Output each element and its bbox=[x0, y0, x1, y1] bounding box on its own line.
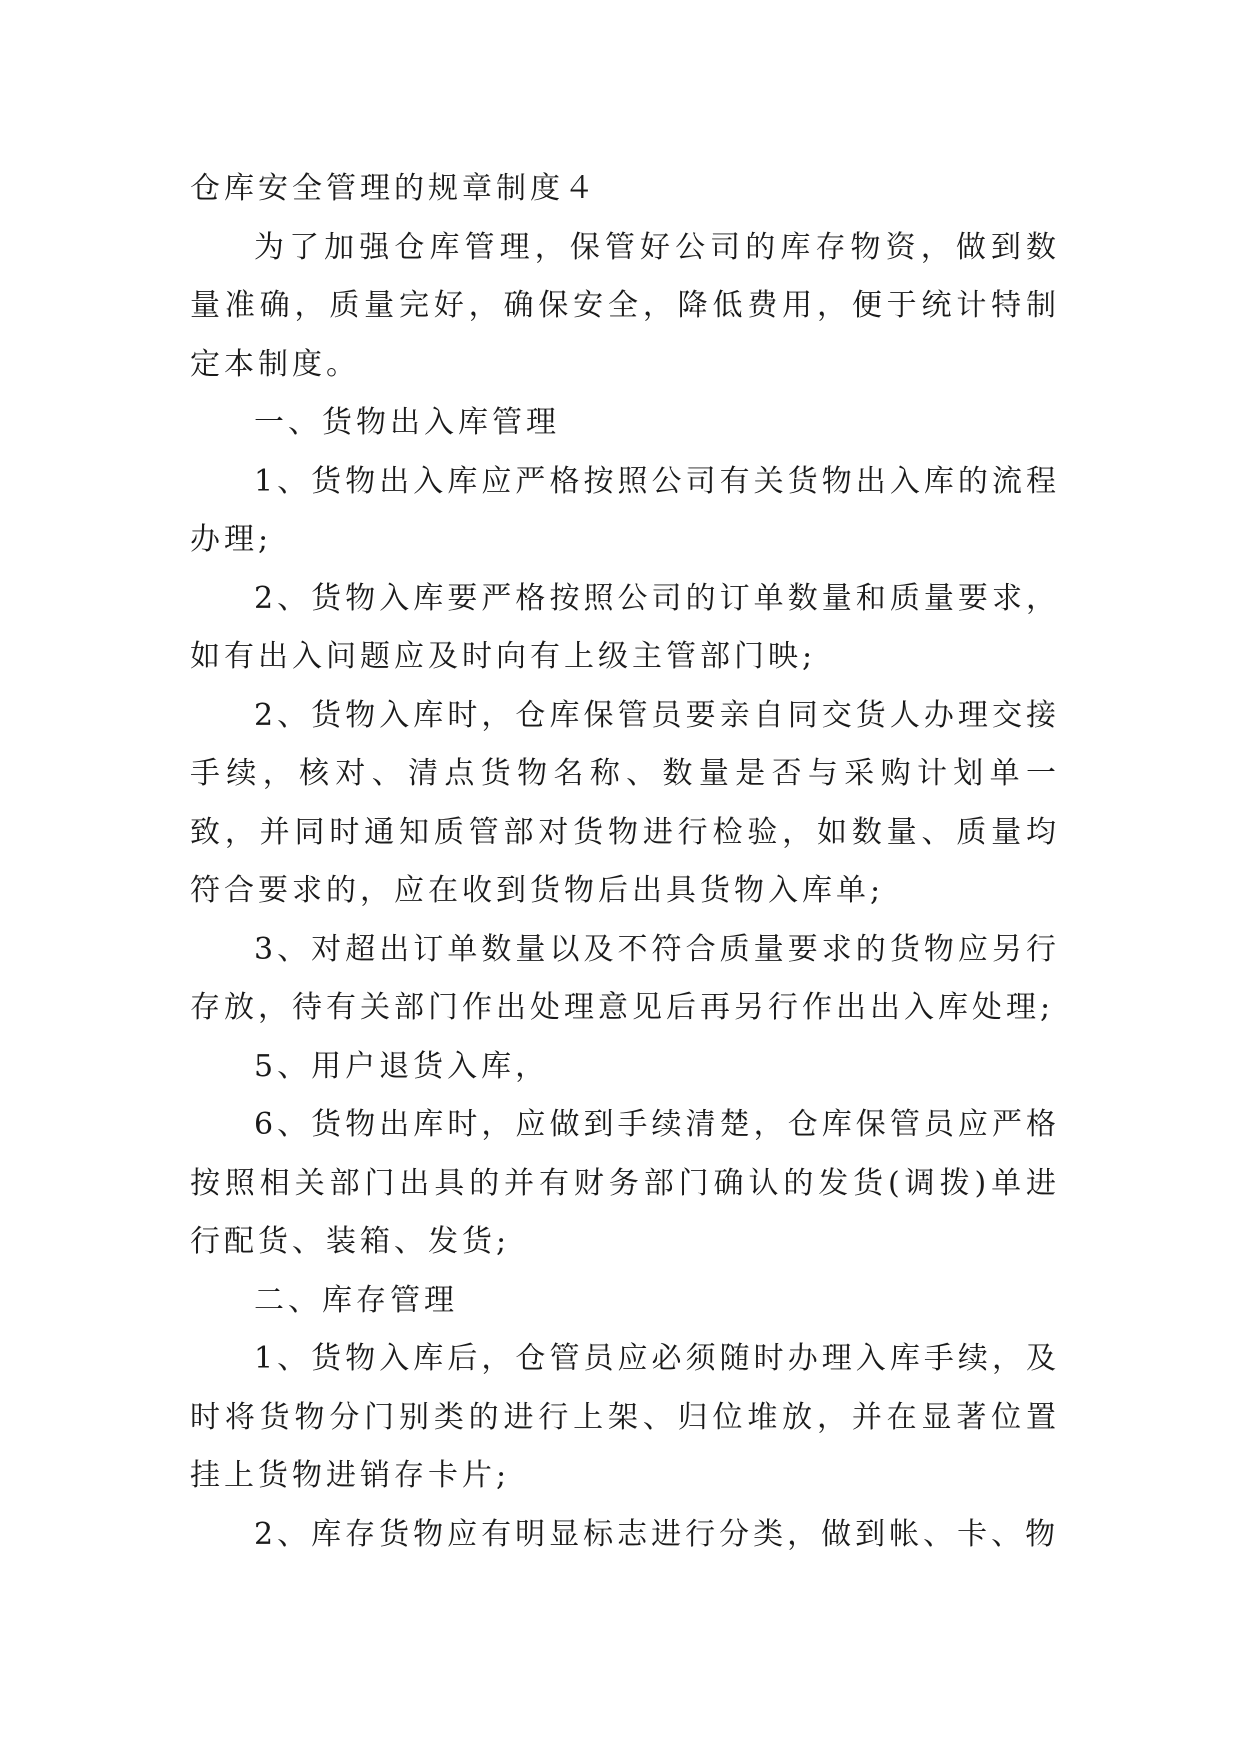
rule-paragraph: 1、货物出入库应严格按照公司有关货物出入库的流程办理; bbox=[190, 463, 1060, 557]
rule-paragraph: 3、对超出订单数量以及不符合质量要求的货物应另行存放，待有关部门作出处理意见后再另行作出出入库处理; bbox=[190, 931, 1060, 1025]
rule-paragraph: 6、货物出库时，应做到手续清楚，仓库保管员应严格按照相关部门出具的并有财务部门确认的发货(调拨)单进行配货、装箱、发货; bbox=[190, 1107, 1060, 1259]
rule-paragraph: 5、用户退货入库， bbox=[254, 1048, 550, 1084]
rule-paragraph: 2、货物入库要严格按照公司的订单数量和质量要求，如有出入问题应及时向有上级主管部门映; bbox=[190, 580, 1060, 674]
document-title: 仓库安全管理的规章制度４ bbox=[190, 171, 598, 206]
section-heading-inventory: 二、库存管理 bbox=[254, 1282, 458, 1318]
document-body bbox=[190, 160, 1060, 1564]
rule-paragraph: 1、货物入库后，仓管员应必须随时办理入库手续，及时将货物分门别类的进行上架、归位堆放，并在显著位置挂上货物进销存卡片; bbox=[190, 1341, 1060, 1493]
section-heading-inbound-outbound: 一、货物出入库管理 bbox=[254, 405, 560, 440]
intro-paragraph: 为了加强仓库管理，保管好公司的库存物资，做到数量准确，质量完好，确保安全，降低费用，便于统计特制定本制度。 bbox=[190, 229, 1060, 382]
rule-paragraph: 2、库存货物应有明显标志进行分类，做到帐、卡、物 bbox=[254, 1516, 1060, 1552]
rule-paragraph: 2、货物入库时，仓库保管员要亲自同交货人办理交接手续，核对、清点货物名称、数量是否与采购计划单一致，并同时通知质管部对货物进行检验，如数量、质量均符合要求的，应在收到货物后出具货物入库单; bbox=[190, 697, 1060, 908]
